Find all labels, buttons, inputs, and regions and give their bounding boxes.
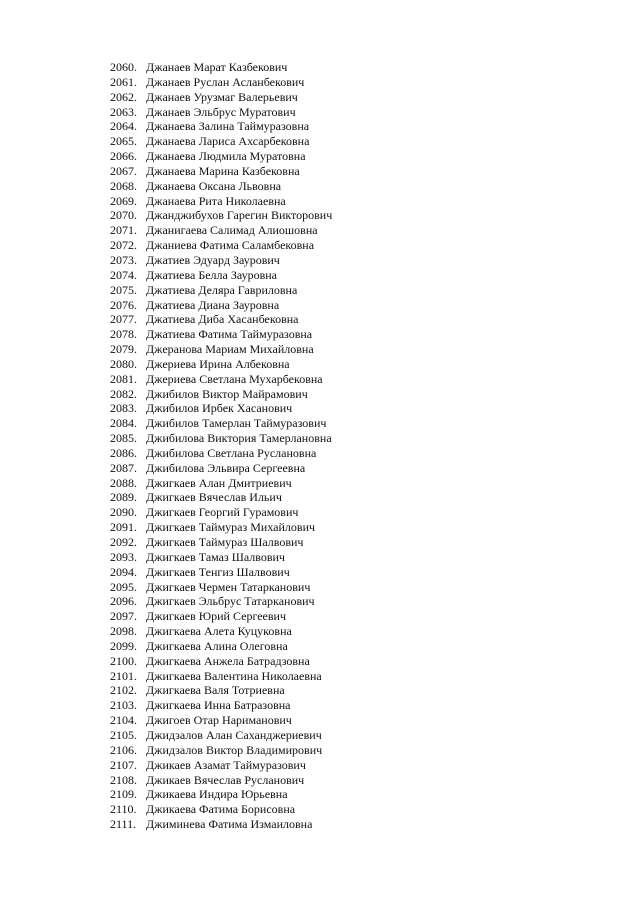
list-item xyxy=(110,387,332,402)
list-item xyxy=(110,238,332,253)
list-item xyxy=(110,565,332,580)
entry-number: 2097. xyxy=(110,609,137,624)
entry-name: Джигкаева Алина Олеговна xyxy=(146,638,288,653)
entry-number: 2111. xyxy=(110,817,137,832)
list-item xyxy=(110,476,332,491)
list-item xyxy=(110,75,332,90)
list-item xyxy=(110,490,332,505)
entry-name: Джериева Ирина Албековна xyxy=(146,356,290,371)
entry-number: 2091. xyxy=(110,520,137,535)
entry-name: Джиминева Фатима Измаиловна xyxy=(146,817,313,832)
entry-number: 2076. xyxy=(110,297,137,312)
entry-name: Джанаева Лариса Ахсарбековна xyxy=(146,134,310,149)
list-item xyxy=(110,535,332,550)
list-item xyxy=(110,609,332,624)
entry-name: Джикаева Индира Юрьевна xyxy=(146,787,288,802)
entry-name: Джигкаев Вячеслав Ильич xyxy=(146,490,282,505)
entry-name: Джанаев Марат Казбекович xyxy=(146,60,288,74)
list-item xyxy=(110,90,332,105)
list-item xyxy=(110,253,332,268)
list-item xyxy=(110,416,332,431)
list-item xyxy=(110,594,332,609)
entry-number: 2095. xyxy=(110,579,137,594)
list-item xyxy=(110,149,332,164)
list-item xyxy=(110,773,332,788)
entry-number: 2065. xyxy=(110,134,137,149)
list-item xyxy=(110,298,332,313)
entry-name: Джериева Светлана Мухарбековна xyxy=(146,371,323,386)
list-item xyxy=(110,758,332,773)
entry-name: Джигоев Отар Нариманович xyxy=(146,713,292,728)
list-item xyxy=(110,164,332,179)
entry-name: Джанаева Оксана Львовна xyxy=(146,178,282,193)
entry-name: Джигкаев Тамаз Шалвович xyxy=(146,549,285,564)
entry-number: 2088. xyxy=(110,475,137,490)
entry-number: 2094. xyxy=(110,564,137,579)
entry-number: 2061. xyxy=(110,74,137,89)
list-item xyxy=(110,683,332,698)
entry-name: Джанаева Людмила Муратовна xyxy=(146,149,306,164)
list-item xyxy=(110,580,332,595)
entry-number: 2080. xyxy=(110,356,137,371)
list-item xyxy=(110,194,332,209)
list-item xyxy=(110,461,332,476)
entry-name: Джанаева Залина Таймуразовна xyxy=(146,119,310,134)
name-list xyxy=(110,60,332,832)
entry-name: Джигкаева Валентина Николаевна xyxy=(146,668,322,683)
list-item xyxy=(110,743,332,758)
entry-name: Джанджибухов Гарегин Викторович xyxy=(146,208,333,223)
entry-name: Джанаев Руслан Асланбекович xyxy=(146,74,305,89)
entry-number: 2089. xyxy=(110,490,137,505)
list-item xyxy=(110,654,332,669)
entry-name: Джатиева Фатима Таймуразовна xyxy=(146,327,313,342)
list-item xyxy=(110,357,332,372)
list-item xyxy=(110,268,332,283)
entry-name: Джидзалов Виктор Владимирович xyxy=(146,742,323,757)
entry-name: Джигкаев Тенгиз Шалвович xyxy=(146,564,290,579)
entry-name: Джибилов Виктор Майрамович xyxy=(146,386,308,401)
list-item xyxy=(110,520,332,535)
entry-name: Джанаева Рита Николаевна xyxy=(146,193,286,208)
entry-name: Джидзалов Алан Саханджериевич xyxy=(146,727,322,742)
list-item xyxy=(110,342,332,357)
entry-number: 2064. xyxy=(110,119,137,134)
entry-number: 2101. xyxy=(110,668,137,683)
list-item xyxy=(110,60,332,75)
entry-name: Джигкаев Алан Дмитриевич xyxy=(146,475,292,490)
entry-number: 2108. xyxy=(110,772,137,787)
entry-name: Джигкаева Валя Тотриевна xyxy=(146,683,285,698)
list-item xyxy=(110,713,332,728)
entry-number: 2081. xyxy=(110,371,137,386)
entry-number: 2068. xyxy=(110,178,137,193)
entry-number: 2072. xyxy=(110,238,137,253)
list-item xyxy=(110,401,332,416)
entry-name: Джигкаева Инна Батразовна xyxy=(146,698,291,713)
entry-name: Джанаева Марина Казбековна xyxy=(146,163,300,178)
list-item xyxy=(110,223,332,238)
entry-name: Джигкаева Алета Куцуковна xyxy=(146,624,292,639)
list-item xyxy=(110,639,332,654)
list-item xyxy=(110,505,332,520)
entry-name: Джанаев Урузмаг Валерьевич xyxy=(146,89,298,104)
entry-number: 2082. xyxy=(110,386,137,401)
entry-name: Джибилов Тамерлан Таймуразович xyxy=(146,416,327,431)
list-item xyxy=(110,669,332,684)
list-item xyxy=(110,446,332,461)
entry-name: Джигкаев Таймураз Михайлович xyxy=(146,520,316,535)
entry-number: 2106. xyxy=(110,742,137,757)
entry-number: 2087. xyxy=(110,460,137,475)
entry-name: Джигкаева Анжела Батрадзовна xyxy=(146,653,310,668)
list-item xyxy=(110,119,332,134)
entry-number: 2107. xyxy=(110,757,137,772)
entry-number: 2110. xyxy=(110,802,137,817)
entry-number: 2060. xyxy=(110,60,137,74)
list-item xyxy=(110,728,332,743)
entry-name: Джибилова Виктория Тамерлановна xyxy=(146,431,332,446)
entry-number: 2099. xyxy=(110,638,137,653)
entry-name: Джатиева Белла Зауровна xyxy=(146,267,277,282)
list-item xyxy=(110,372,332,387)
entry-name: Джигкаев Георгий Гурамович xyxy=(146,505,299,520)
entry-number: 2078. xyxy=(110,327,137,342)
list-item xyxy=(110,312,332,327)
list-item xyxy=(110,787,332,802)
entry-number: 2074. xyxy=(110,267,137,282)
entry-number: 2092. xyxy=(110,535,137,549)
list-item xyxy=(110,550,332,565)
entry-name: Джатиева Диба Хасанбековна xyxy=(146,312,299,327)
list-item xyxy=(110,624,332,639)
entry-name: Джигкаев Таймураз Шалвович xyxy=(146,535,304,549)
list-item xyxy=(110,208,332,223)
entry-number: 2073. xyxy=(110,252,137,267)
list-item xyxy=(110,327,332,342)
entry-name: Джеранова Мариам Михайловна xyxy=(146,342,314,357)
entry-name: Джигкаев Эльбрус Татарканович xyxy=(146,594,315,609)
list-item xyxy=(110,802,332,817)
entry-name: Джигкаев Чермен Татарканович xyxy=(146,579,311,594)
entry-number: 2086. xyxy=(110,445,137,460)
entry-number: 2093. xyxy=(110,549,137,564)
entry-number: 2104. xyxy=(110,713,137,728)
entry-number: 2063. xyxy=(110,104,137,119)
entry-name: Джикаев Азамат Таймуразович xyxy=(146,757,306,772)
entry-name: Джибилова Светлана Руслановна xyxy=(146,445,317,460)
entry-name: Джибилова Эльвира Сергеевна xyxy=(146,460,306,475)
entry-number: 2066. xyxy=(110,149,137,164)
entry-name: Джикаев Вячеслав Русланович xyxy=(146,772,305,787)
entry-number: 2085. xyxy=(110,431,137,446)
entry-name: Джигкаев Юрий Сергеевич xyxy=(146,609,286,624)
entry-name: Джикаева Фатима Борисовна xyxy=(146,802,296,817)
entry-name: Джаниева Фатима Саламбековна xyxy=(146,238,315,253)
entry-number: 2069. xyxy=(110,193,137,208)
entry-number: 2079. xyxy=(110,342,137,357)
entry-number: 2103. xyxy=(110,698,137,713)
entry-number: 2100. xyxy=(110,653,137,668)
entry-number: 2067. xyxy=(110,163,137,178)
list-item xyxy=(110,817,332,832)
entry-name: Джатиева Диана Зауровна xyxy=(146,297,280,312)
list-item xyxy=(110,105,332,120)
entry-name: Джанигаева Салимад Алиошовна xyxy=(146,223,318,238)
entry-name: Джатиев Эдуард Заурович xyxy=(146,252,280,267)
entry-number: 2075. xyxy=(110,282,137,297)
entry-number: 2062. xyxy=(110,89,137,104)
entry-name: Джатиева Деляра Гавриловна xyxy=(146,282,298,297)
entry-number: 2096. xyxy=(110,594,137,609)
list-item xyxy=(110,283,332,298)
entry-number: 2071. xyxy=(110,223,137,238)
entry-number: 2070. xyxy=(110,208,137,223)
entry-number: 2083. xyxy=(110,401,137,416)
entry-number: 2109. xyxy=(110,787,137,802)
list-item xyxy=(110,431,332,446)
entry-number: 2084. xyxy=(110,416,137,431)
entry-number: 2102. xyxy=(110,683,137,698)
entry-name: Джибилов Ирбек Хасанович xyxy=(146,401,293,416)
entry-number: 2098. xyxy=(110,624,137,639)
list-item xyxy=(110,179,332,194)
entry-name: Джанаев Эльбрус Муратович xyxy=(146,104,296,119)
entry-number: 2077. xyxy=(110,312,137,327)
list-item xyxy=(110,134,332,149)
entry-number: 2090. xyxy=(110,505,137,520)
list-item xyxy=(110,698,332,713)
entry-number: 2105. xyxy=(110,727,137,742)
